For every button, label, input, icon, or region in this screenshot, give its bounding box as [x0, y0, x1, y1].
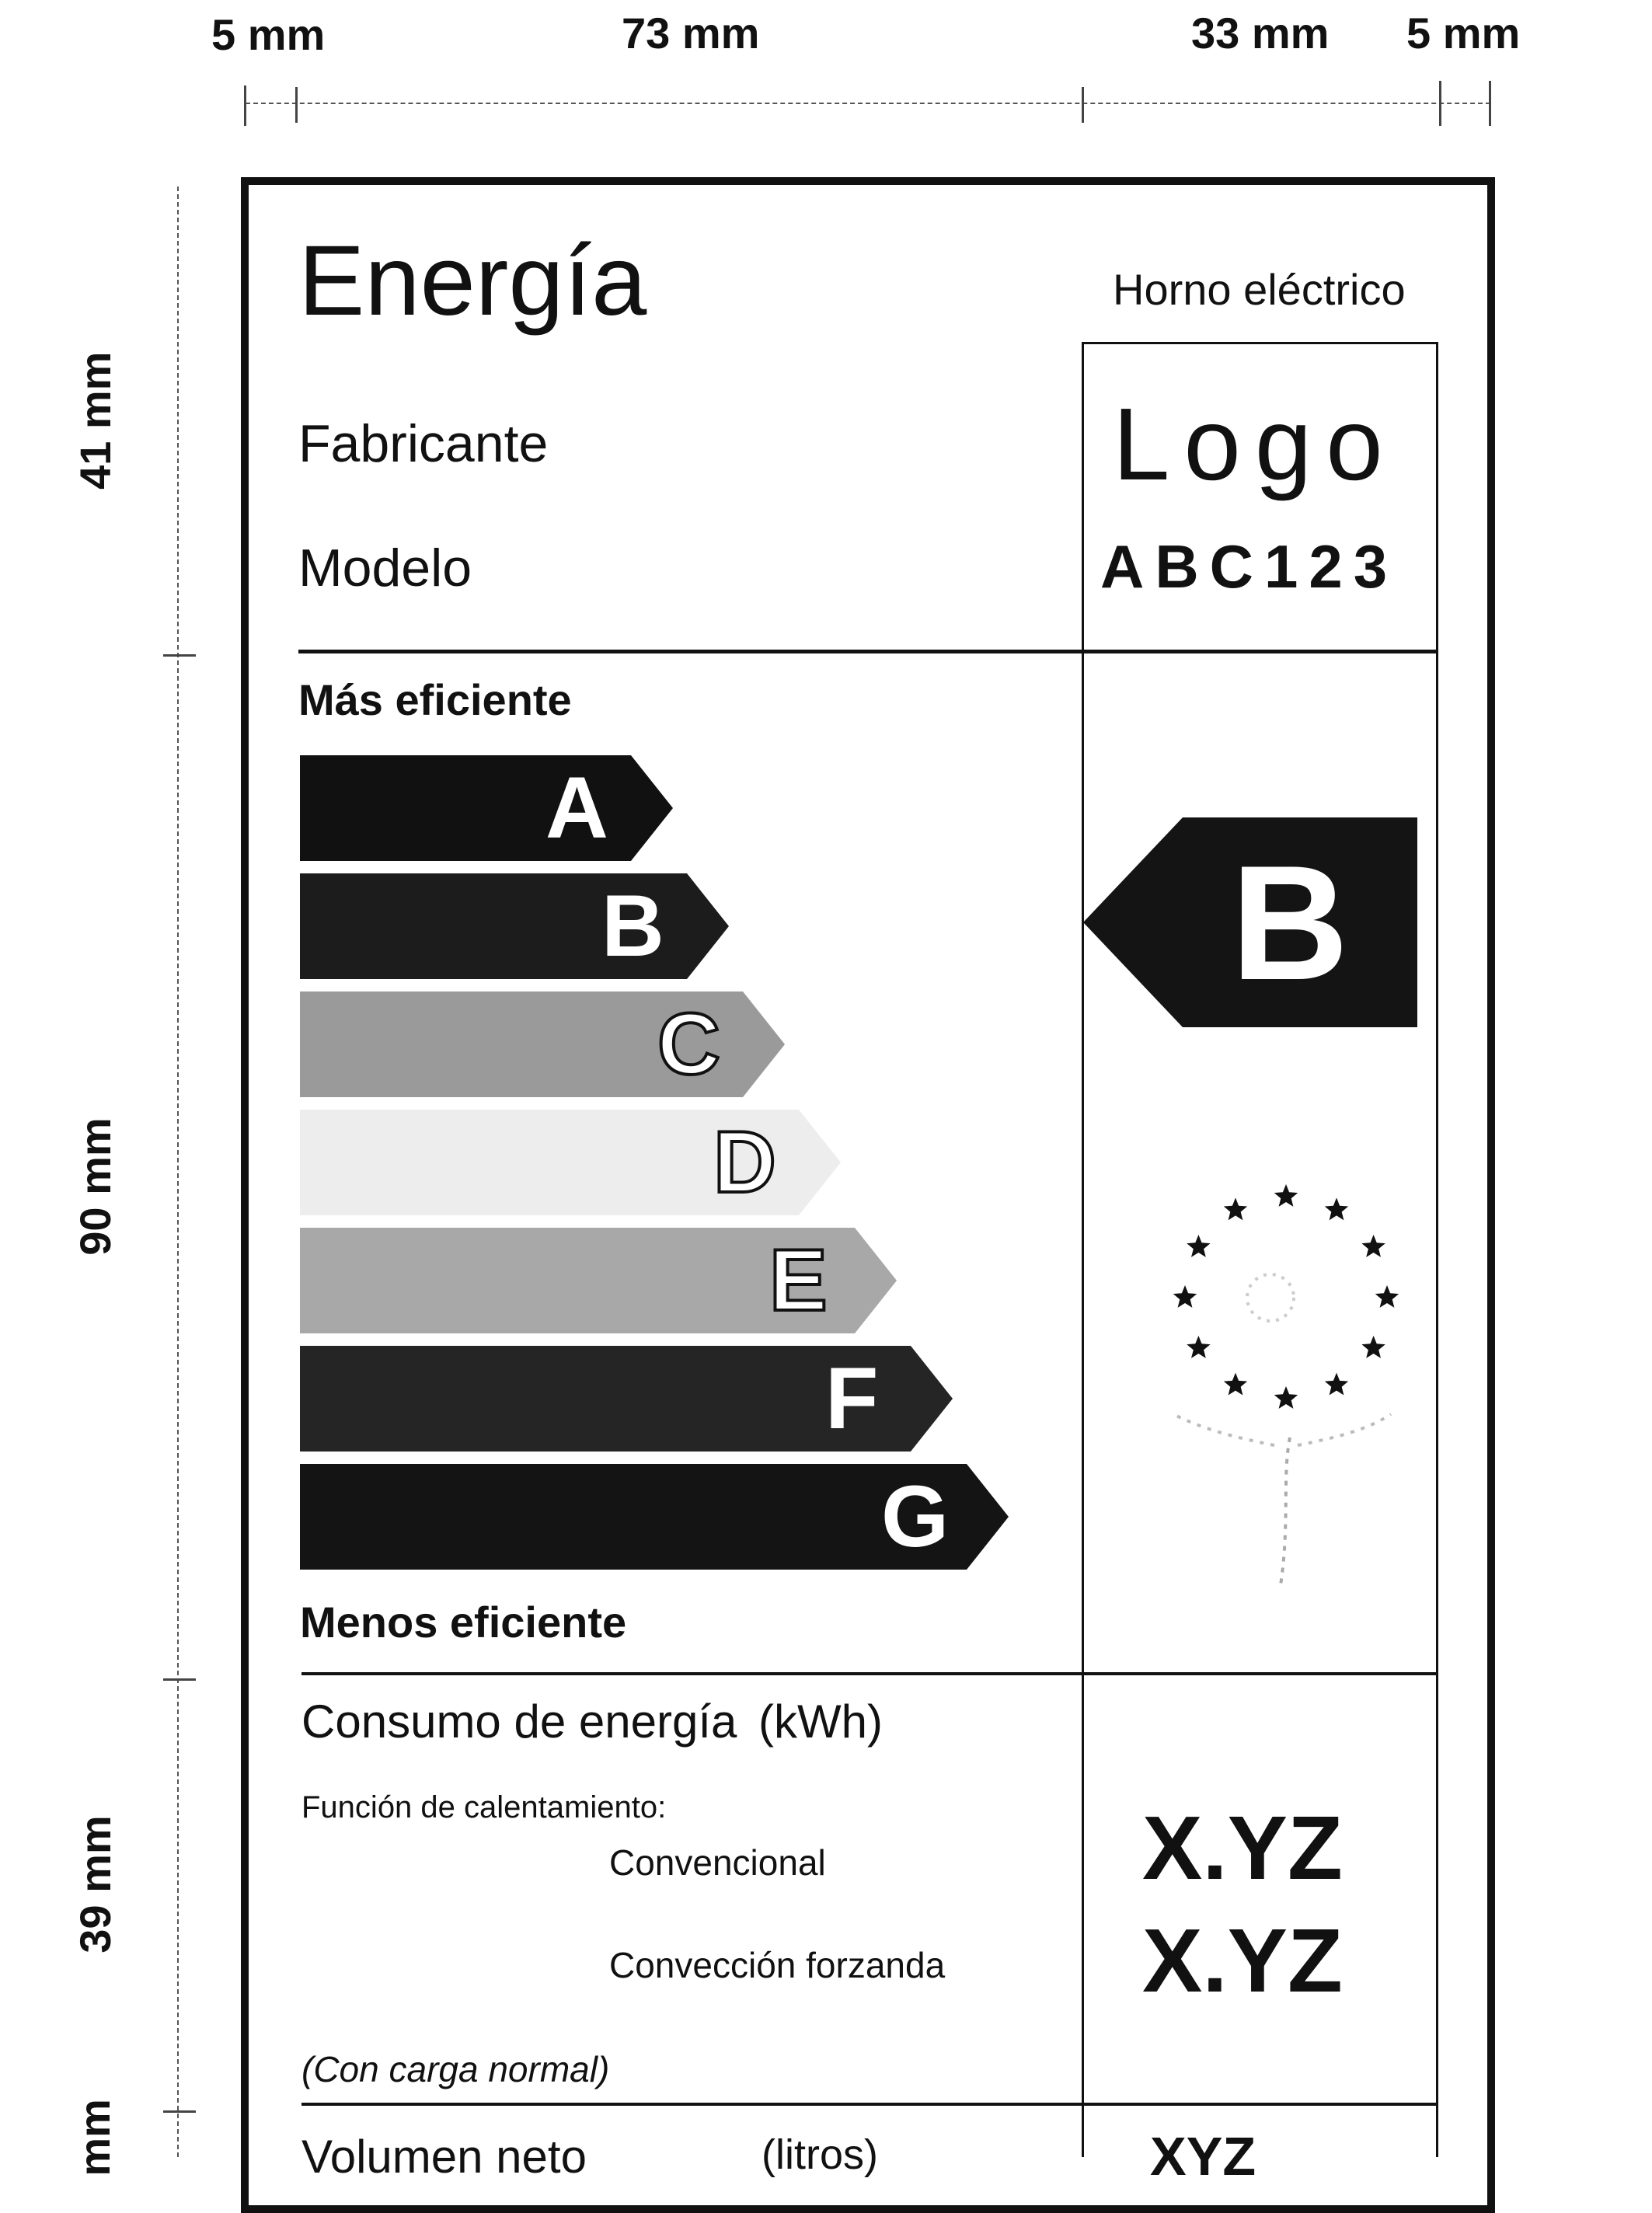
efficiency-class-c — [300, 991, 785, 1097]
efficiency-class-letter: F — [825, 1350, 879, 1447]
eu-star-icon — [1375, 1285, 1399, 1308]
dim-top-main-width: 73 mm — [622, 9, 760, 58]
dim-side-bottom: mm — [70, 2099, 119, 2176]
eu-flower-icon — [1134, 1181, 1399, 1647]
efficiency-class-letter: D — [713, 1113, 776, 1211]
eu-star-icon — [1187, 1336, 1210, 1358]
efficiency-class-b — [300, 873, 729, 979]
rating-letter: B — [1231, 831, 1349, 1014]
efficiency-class-letter: B — [601, 877, 664, 974]
normal-load-note: (Con carga normal) — [301, 2049, 610, 2089]
model-label: Modelo — [298, 538, 472, 598]
efficiency-class-letter: G — [881, 1468, 950, 1565]
manufacturer-logo: Logo — [1113, 387, 1397, 501]
dim-top-right-column: 33 mm — [1191, 9, 1330, 58]
eu-star-icon — [1173, 1285, 1197, 1308]
dim-top-right-margin: 5 mm — [1406, 9, 1521, 58]
forced-convection-label: Convección forzanda — [609, 1945, 946, 1985]
efficiency-bar-shape — [300, 873, 729, 979]
efficiency-class-letter: A — [545, 759, 608, 856]
eu-star-icon — [1325, 1373, 1348, 1396]
efficiency-class-a — [300, 755, 673, 861]
conventional-label: Convencional — [609, 1842, 826, 1883]
rating-arrow — [1083, 817, 1417, 1027]
header-separator — [298, 650, 1438, 653]
energy-unit: (kWh) — [758, 1695, 883, 1748]
dim-top-left-margin: 5 mm — [211, 10, 326, 59]
eu-star-icon — [1224, 1197, 1247, 1220]
efficiency-bar-shape — [300, 755, 673, 861]
more-efficient-label: Más eficiente — [298, 675, 572, 724]
forced-convection-value: X.YZ — [1142, 1910, 1343, 2011]
eu-star-icon — [1187, 1235, 1210, 1257]
header-box-right — [1436, 342, 1438, 2157]
consumption-separator — [301, 2103, 1438, 2106]
volume-unit: (litros) — [762, 2131, 878, 2178]
eu-star-icon — [1274, 1184, 1298, 1207]
efficiency-class-f — [300, 1346, 953, 1452]
conventional-value: X.YZ — [1142, 1797, 1343, 1898]
dim-side-scale-height: 90 mm — [71, 1117, 120, 1256]
heating-function-label: Función de calentamiento: — [301, 1790, 667, 1824]
volume-value: XYZ — [1150, 2126, 1256, 2187]
efficiency-class-letter: E — [769, 1232, 828, 1329]
appliance-type: Horno eléctrico — [1113, 265, 1406, 314]
efficiency-class-e — [300, 1228, 897, 1333]
model-code: ABC123 — [1100, 532, 1399, 601]
right-column-divider — [1082, 342, 1084, 2157]
label-title: Energía — [298, 225, 647, 336]
efficiency-class-d — [300, 1110, 841, 1215]
header-box-top — [1082, 342, 1438, 344]
eu-star-icon — [1325, 1197, 1348, 1220]
manufacturer-label: Fabricante — [298, 414, 549, 473]
less-efficient-label: Menos eficiente — [300, 1598, 627, 1647]
eu-star-icon — [1224, 1373, 1247, 1396]
dim-side-header-height: 41 mm — [71, 351, 120, 490]
energy-consumption-label: Consumo de energía — [301, 1695, 737, 1748]
dim-side-consumption-height: 39 mm — [71, 1815, 120, 1953]
efficiency-class-letter: C — [657, 995, 720, 1093]
net-volume-label: Volumen neto — [301, 2131, 587, 2183]
eu-star-icon — [1361, 1235, 1385, 1257]
efficiency-class-g — [300, 1464, 1009, 1570]
eu-star-icon — [1274, 1386, 1298, 1409]
eu-star-icon — [1361, 1336, 1385, 1358]
scale-separator — [301, 1672, 1438, 1675]
